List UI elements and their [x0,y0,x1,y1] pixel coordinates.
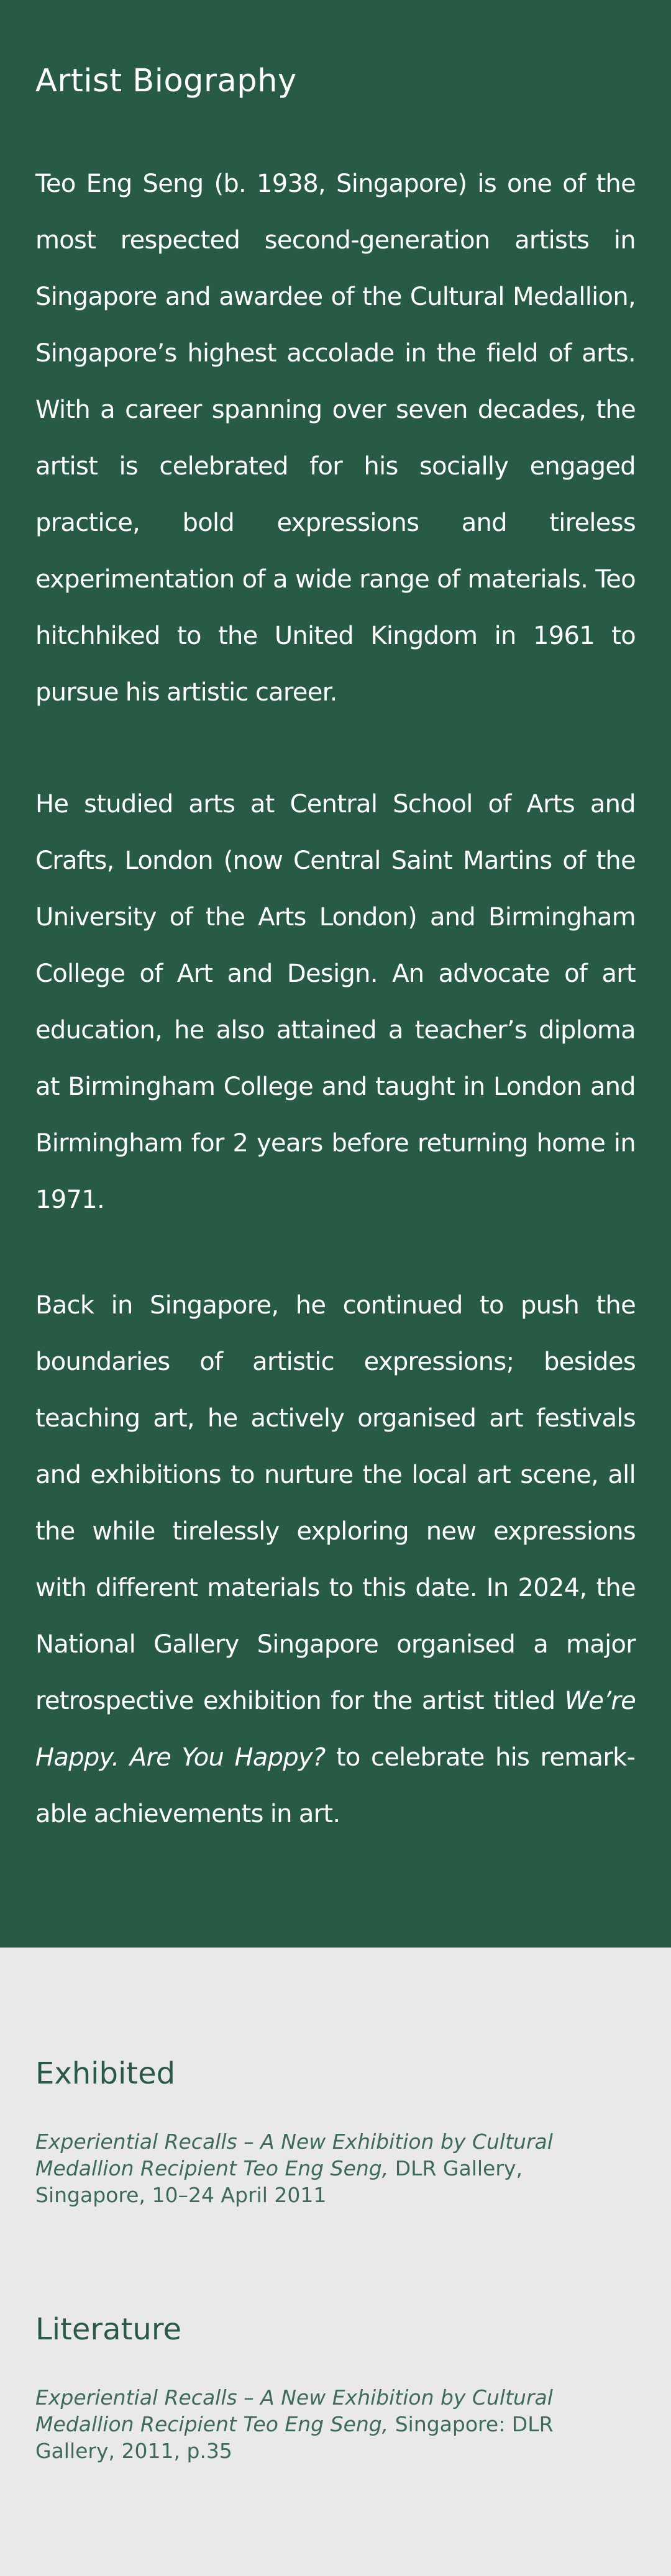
biography-paragraph-3 [35,1277,636,1843]
biography-title: Artist Biography [35,63,297,99]
biography-paragraph-3-text-before: Back in Singapore, he continued to push the boundaries of artistic expressions; besides teaching art, he actively organised art festivals and exhibitions to nurture the local art scene, all the while tirelessly exploring new expressions with different materials to this date. In 2024, the National Gallery Singapore organised a major retrospective exhibition for the artist titled [35,1291,636,1715]
exhibited-details: DLR Gallery, Singapore, 10–24 April 2011 [35,2156,523,2207]
literature-citation [35,2384,619,2464]
exhibited-citation [35,2128,619,2208]
exhibited-heading: Exhibited [35,2056,176,2091]
exhibition-title: We’re Happy. Are You Happy? [35,1687,636,1772]
literature-publication-title: Experiential Recalls – A New Exhibition by Cultural Medallion Recipient Teo Eng Seng, [35,2385,553,2436]
literature-heading: Literature [35,2312,182,2347]
exhibited-publication-title: Experiential Recalls – A New Exhibition by Cultural Medallion Recipient Teo Eng Seng, [35,2129,553,2180]
biography-paragraph-1: Teo Eng Seng (b. 1938, Singapore) is one of the most respected second-generation artists in Singapore and awardee of the Cultural Medallion, Singapore’s highest accolade in the field of arts. With a career spanning over seven decades, the artist is celebrated for his socially engaged practice, bold expressions and tireless experimentation of a wide range of materials. Teo hitchhiked to the United Kingdom in 1961 to pursue his artistic career. [35,170,636,707]
provenance-section [0,1948,671,2576]
biography-paragraph-3-text-after: to celebrate his remarkable achievements in art. [35,1743,636,1828]
biography-paragraph-2: He studied arts at Central School of Arts and Crafts, London (now Central Saint Martins of the University of the Arts London) and Birmingham College of Art and Design. An advocate of art education, he also attained a teacher’s diploma at Birmingham College and taught in London and Birmingham for 2 years before returning home in 1971. [35,790,636,1214]
literature-details: Singapore: DLR Gallery, 2011, p.35 [35,2412,554,2463]
